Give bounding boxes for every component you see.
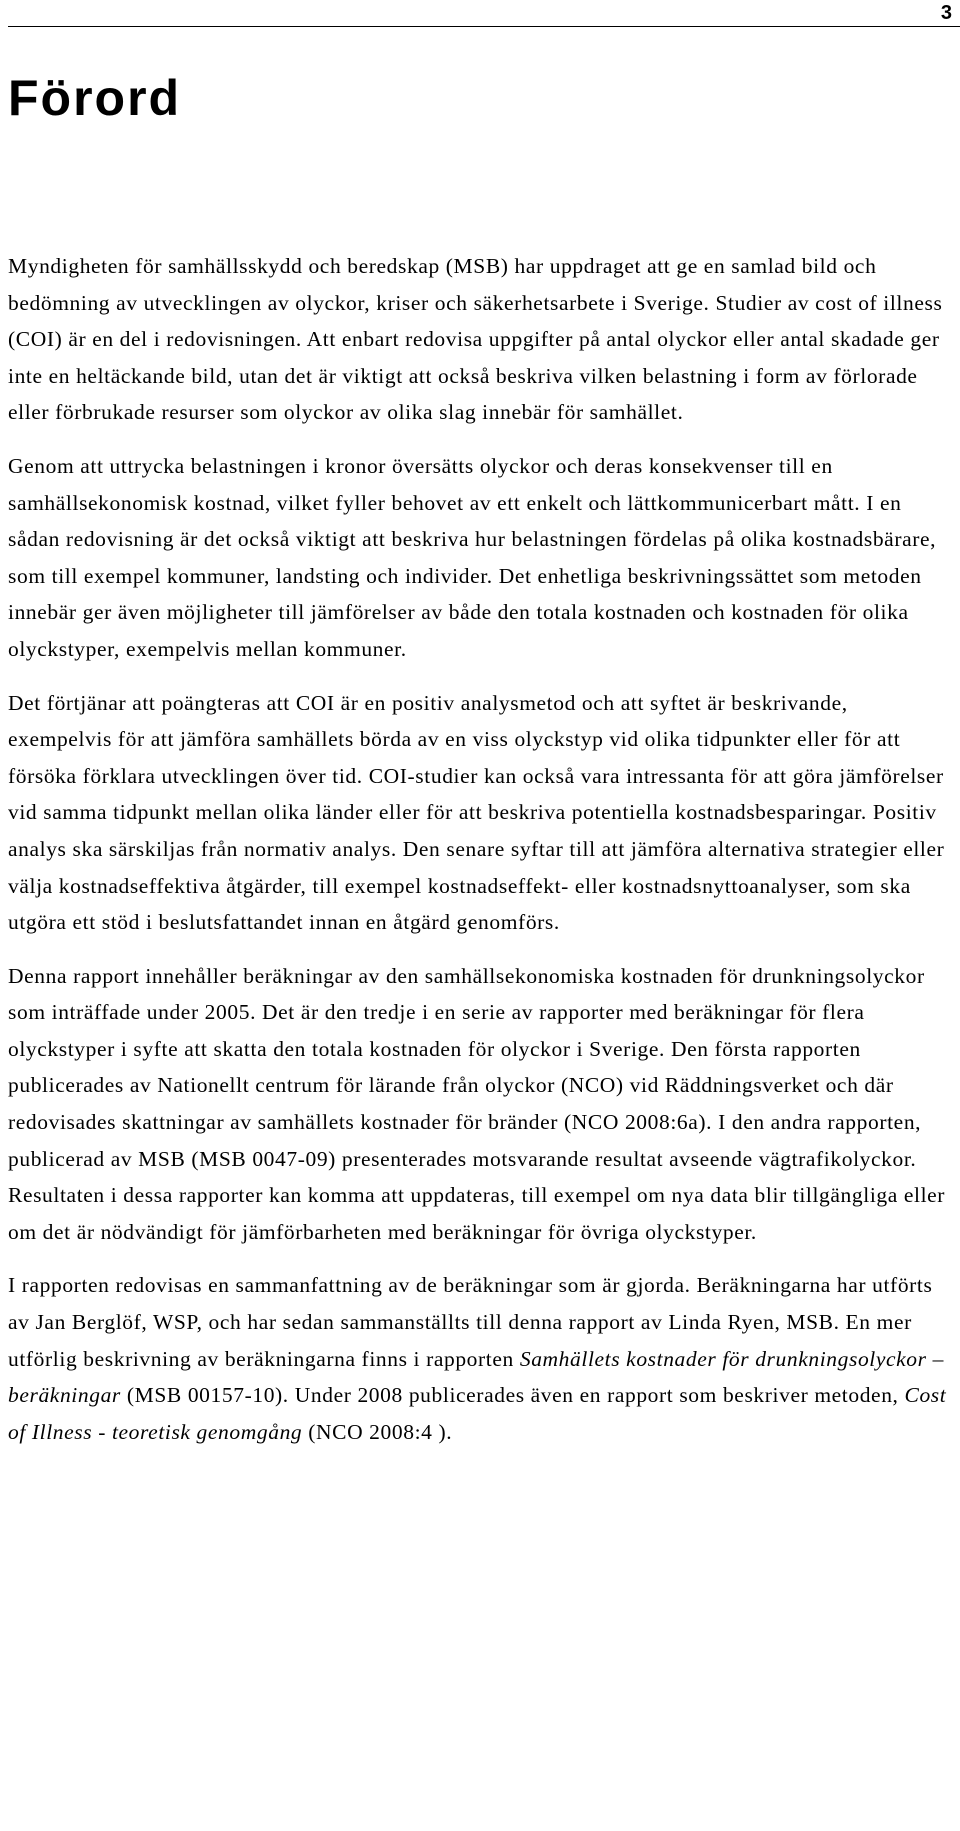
header-divider [8,26,960,27]
paragraph-2: Genom att uttrycka belastningen i kronor översätts olyckor och deras konsekvenser till en samhällsekonomisk kostnad, vilket fyller behovet av ett enkelt och lättkommunicerbart mått. I en sådan redovisning är det också viktigt att beskriva hur belastningen fördelas på olika kostnadsbärare, som till exempel kommuner, landsting och individer. Det enhetliga beskrivningssättet som metoden innebär ger även möjligheter till jämförelser av både den totala kostnaden och kostnaden för olika olyckstyper, exempelvis mellan kommuner. [8,453,937,661]
report-title-coi: Cost of Illness - teoretisk genomgång [8,1383,947,1444]
paragraph-5-text-3: (NCO 2008:4 ). [302,1419,453,1444]
body-text [8,248,952,1467]
page-title: Förord [8,70,182,126]
paragraph-4: Denna rapport innehåller beräkningar av den samhällsekonomiska kostnaden för drunkningsolyckor som inträffade under 2005. Det är den tredje i en serie av rapporter med beräkningar för flera olyckstyper i syfte att skatta den totala kostnaden för olyckor i Sverige. Den första rapporten publicerades av Nationellt centrum för lärande från olyckor (NCO) vid Räddningsverket och där redovisades skattningar av samhällets kostnader för bränder (NCO 2008:6a). I den andra rapporten, publicerad av MSB (MSB 0047-09) presenterades motsvarande resultat avseende vägtrafikolyckor. Resultaten i dessa rapporter kan komma att uppdateras, till exempel om nya data blir tillgängliga eller om det är nödvändigt för jämförbarheten med beräkningar för övriga olyckstyper. [8,963,946,1244]
paragraph-3: Det förtjänar att poängteras att COI är en positiv analysmetod och att syftet är beskrivande, exempelvis för att jämföra samhällets börda av en viss olyckstyp vid olika tidpunkter eller för att försöka förklara utvecklingen över tid. COI-studier kan också vara intressanta för att göra jämförelser vid samma tidpunkt mellan olika länder eller för att beskriva potentiella kostnadsbesparingar. Positiv analys ska särskiljas från normativ analys. Den senare syftar till att jämföra alternativa strategier eller välja kostnadseffektiva åtgärder, till exempel kostnadseffekt- eller kostnadsnyttoanalyser, som ska utgöra ett stöd i beslutsfattandet innan en åtgärd genomförs. [8,690,945,935]
page-number: 3 [940,2,952,24]
report-title-drowning: Samhällets kostnader för drunkningsolyckor – beräkningar [8,1346,944,1408]
paragraph-5-text-2: (MSB 00157-10). Under 2008 publicerades även en rapport som beskriver metoden, [120,1383,905,1408]
paragraph-1: Myndigheten för samhällsskydd och beredskap (MSB) har uppdraget att ge en samlad bild och bedömning av utvecklingen av olyckor, kriser och säkerhetsarbete i Sverige. Studier av cost of illness (COI) är en del i redovisningen. Att enbart redovisa uppgifter på antal olyckor eller antal skadade ger inte en heltäckande bild, utan det är viktigt att också beskriva vilken belastning i form av förlorade eller förbrukade resurser som olyckor av olika slag innebär för samhället. [8,254,943,425]
paragraph-5 [8,1267,952,1450]
paragraph-5-text-1: I rapporten redovisas en sammanfattning av de beräkningar som är gjorda. Beräkningarna har utförts av Jan Berglöf, WSP, och har sedan sammanställts till denna rapport av Linda Ryen, MSB. En mer utförlig beskrivning av beräkningarna finns i rapporten [8,1273,933,1371]
